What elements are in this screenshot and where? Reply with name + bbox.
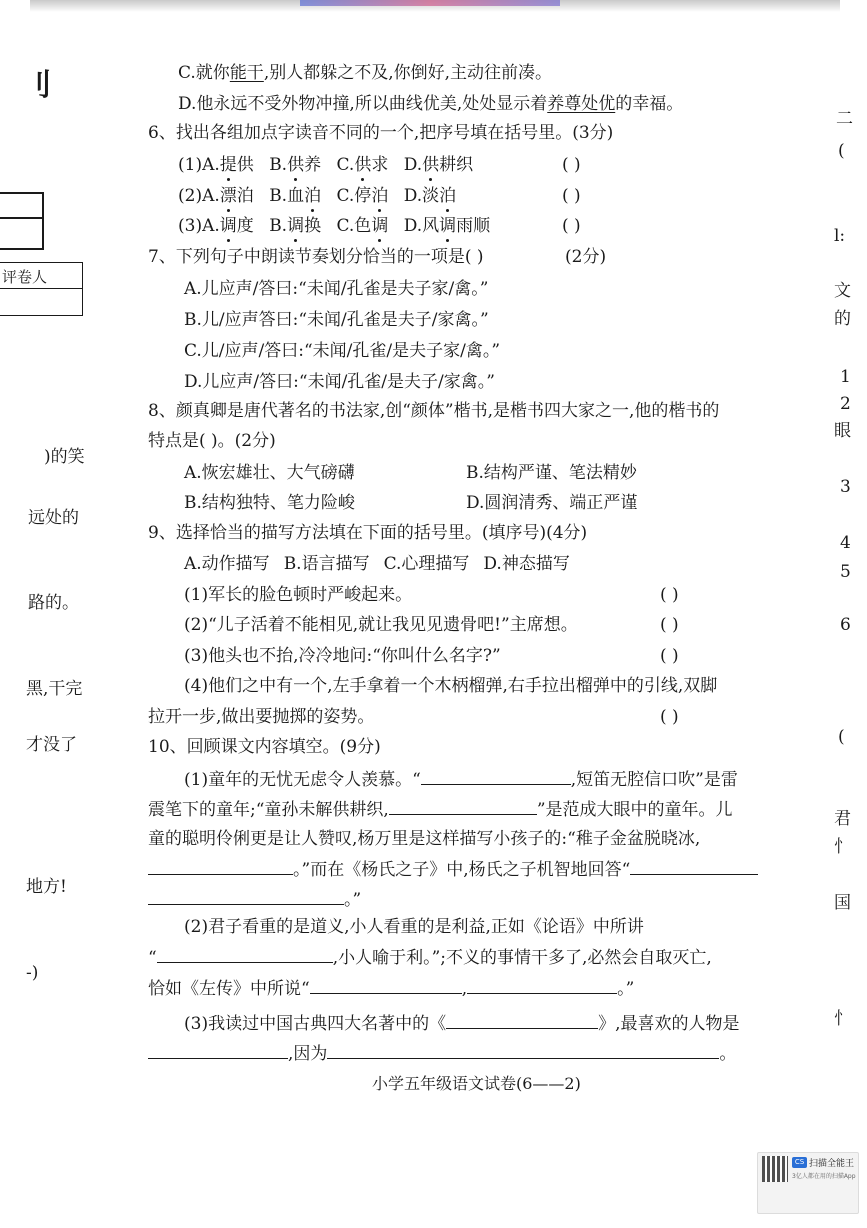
q6-row-3: (3)A.调度 B.调换 C.色调 D.风调雨顺 [178,216,491,236]
fill-blank[interactable] [148,888,344,905]
left-margin-fragment: 黑,干完 [26,679,83,699]
left-margin-fragment: 才没了 [26,735,77,755]
q8-option-a: A.恢宏雄壮、大气磅礴 [184,463,355,483]
left-margin-fragment: 远处的 [28,508,79,528]
right-margin-fragment: 忄 [834,837,851,857]
q9-item-3: (3)他头也不抬,冷冷地问:“你叫什么名字?” [184,646,501,666]
q10-p1-line2: 震笔下的童年;“童孙未解供耕织, ”是范成大眼中的童年。儿 [148,800,733,820]
fill-blank[interactable] [467,977,617,994]
q9-answer-2[interactable]: ( ) [660,615,679,635]
q9-answer-1[interactable]: ( ) [660,585,679,605]
q9-item-2: (2)“儿子活着不能相见,就让我见见遗骨吧!”主席想。 [184,615,578,635]
q7-option-d: D.儿应声/答曰:“未闻/孔雀/是夫子/家禽。” [184,372,495,392]
q9-answer-3[interactable]: ( ) [660,646,679,666]
left-margin-fragment: -) [26,963,39,983]
q6-answer-3[interactable]: ( ) [562,216,581,236]
left-margin-fragment: 地方! [26,877,67,897]
q7-option-a: A.儿应声/答曰:“未闻/孔雀是夫子家/禽。” [184,279,489,299]
right-margin-fragment: 1 [840,367,851,387]
q9-item-4: (4)他们之中有一个,左手拿着一个木柄榴弹,右手拉出榴弹中的引线,双脚 [184,676,718,696]
right-margin-fragment: ( [838,727,845,747]
scan-top-color-strip [300,0,560,6]
left-margin-fragment: 路的。 [28,593,79,613]
grader-box-divider [0,288,82,289]
q7-option-c: C.儿/应声/答曰:“未闻/孔雀/是夫子家/禽。” [184,341,501,361]
right-margin-fragment: 4 [840,533,851,553]
right-margin-fragment: 二 [836,109,853,129]
q10-p2-line2: “ ,小人喻于利。”;不义的事情干多了,必然会自取灭亡, [148,948,712,968]
right-margin-fragment: l: [834,226,846,246]
page-footer: 小学五年级语文试卷(6——2) [372,1074,581,1093]
q9-methods: A.动作描写 B.语言描写 C.心理描写 D.神态描写 [184,554,570,574]
right-margin-fragment: ( [838,141,845,161]
q8-stem-cont: 特点是( )。(2分) [148,431,276,451]
q10-p1-line5: 。” [148,888,361,911]
q6-row-2: (2)A.漂泊 B.血泊 C.停泊 D.淡泊 [178,186,457,206]
right-margin-fragment: 眼 [834,421,851,441]
q10-stem: 10、回顾课文内容填空。(9分) [148,737,381,757]
q9-item-1: (1)军长的脸色顿时严峻起来。 [184,585,413,605]
right-margin-fragment: 3 [840,477,851,497]
q7-stem: 7、下列句子中朗读节奏划分恰当的一项是( ) [148,247,484,267]
q10-p1-line4: 。”而在《杨氏之子》中,杨氏之子机智地回答“ [148,858,758,881]
q9-answer-4[interactable]: ( ) [660,707,679,727]
right-margin-fragment: 2 [840,394,851,414]
right-margin-fragment: 文 [834,281,851,301]
q10-p3-line1: (3)我读过中国古典四大名著中的《 》,最喜欢的人物是 [184,1014,740,1034]
right-margin-fragment: 5 [840,562,851,582]
left-margin-glyph: 刂 [22,68,52,103]
q6-stem: 6、找出各组加点字读音不同的一个,把序号填在括号里。(3分) [148,123,614,143]
fill-blank[interactable] [630,858,758,875]
q6-answer-1[interactable]: ( ) [562,155,581,175]
left-margin-fragment: )的笑 [44,447,85,467]
right-margin-fragment: 6 [840,615,851,635]
watermark-subtitle: 3亿人都在用的扫描App [792,1173,856,1180]
q6-answer-2[interactable]: ( ) [562,186,581,206]
fill-blank[interactable] [421,768,571,785]
q8-option-b: B.结构严谨、笔法精妙 [466,463,637,483]
fill-blank[interactable] [148,1042,288,1059]
right-margin-fragment: 的 [834,309,851,329]
q10-p1-line1: (1)童年的无忧无虑令人羡慕。“ ,短笛无腔信口吹”是雷 [184,770,738,790]
fill-blank[interactable] [327,1042,719,1059]
q9-item-4-cont: 拉开一步,做出要抛掷的姿势。 [148,707,375,727]
q10-p1-line3: 童的聪明伶俐更是让人赞叹,杨万里是这样描写小孩子的:“稚子金盆脱晓冰, [148,829,701,849]
q9-stem: 9、选择恰当的描写方法填在下面的括号里。(填序号)(4分) [148,523,588,543]
fill-blank[interactable] [148,858,293,875]
q7-score: (2分) [565,247,607,267]
q8-option-d: D.圆润清秀、端正严谨 [466,493,638,513]
fill-blank[interactable] [310,977,462,994]
right-margin-fragment: 国 [834,893,851,913]
q8-stem: 8、颜真卿是唐代著名的书法家,创“颜体”楷书,是楷书四大家之一,他的楷书的 [148,401,720,421]
q6-row-1: (1)A.提供 B.供养 C.供求 D.供耕织 [178,155,474,175]
q10-p2-line1: (2)君子看重的是道义,小人看重的是利益,正如《论语》中所讲 [184,917,644,937]
right-margin-fragment: 忄 [834,1009,851,1029]
fill-blank[interactable] [157,946,333,963]
qr-code-icon [762,1156,788,1182]
fill-blank[interactable] [389,798,537,815]
watermark-title: 扫描全能王 [809,1159,855,1169]
q10-p3-line2: ,因为 。 [148,1042,736,1065]
left-margin-score-box-divider [0,217,42,219]
q5-option-c: C.就你能干,别人都躲之不及,你倒好,主动往前凑。 [178,63,553,83]
grader-label: 评卷人 [2,268,48,286]
q5-option-d: D.他永远不受外物冲撞,所以曲线优美,处处显示着养尊处优的幸福。 [178,94,684,114]
camscanner-logo-icon: CS [792,1157,807,1168]
q7-option-b: B.儿/应声答曰:“未闻/孔雀是夫子/家禽。” [184,310,489,330]
right-margin-fragment: 君 [834,809,851,829]
fill-blank[interactable] [446,1012,598,1029]
q10-p2-line3: 恰如《左传》中所说“ , 。” [148,979,635,999]
left-margin-score-box [0,192,44,250]
q8-option-c: B.结构独特、笔力险峻 [184,493,355,513]
